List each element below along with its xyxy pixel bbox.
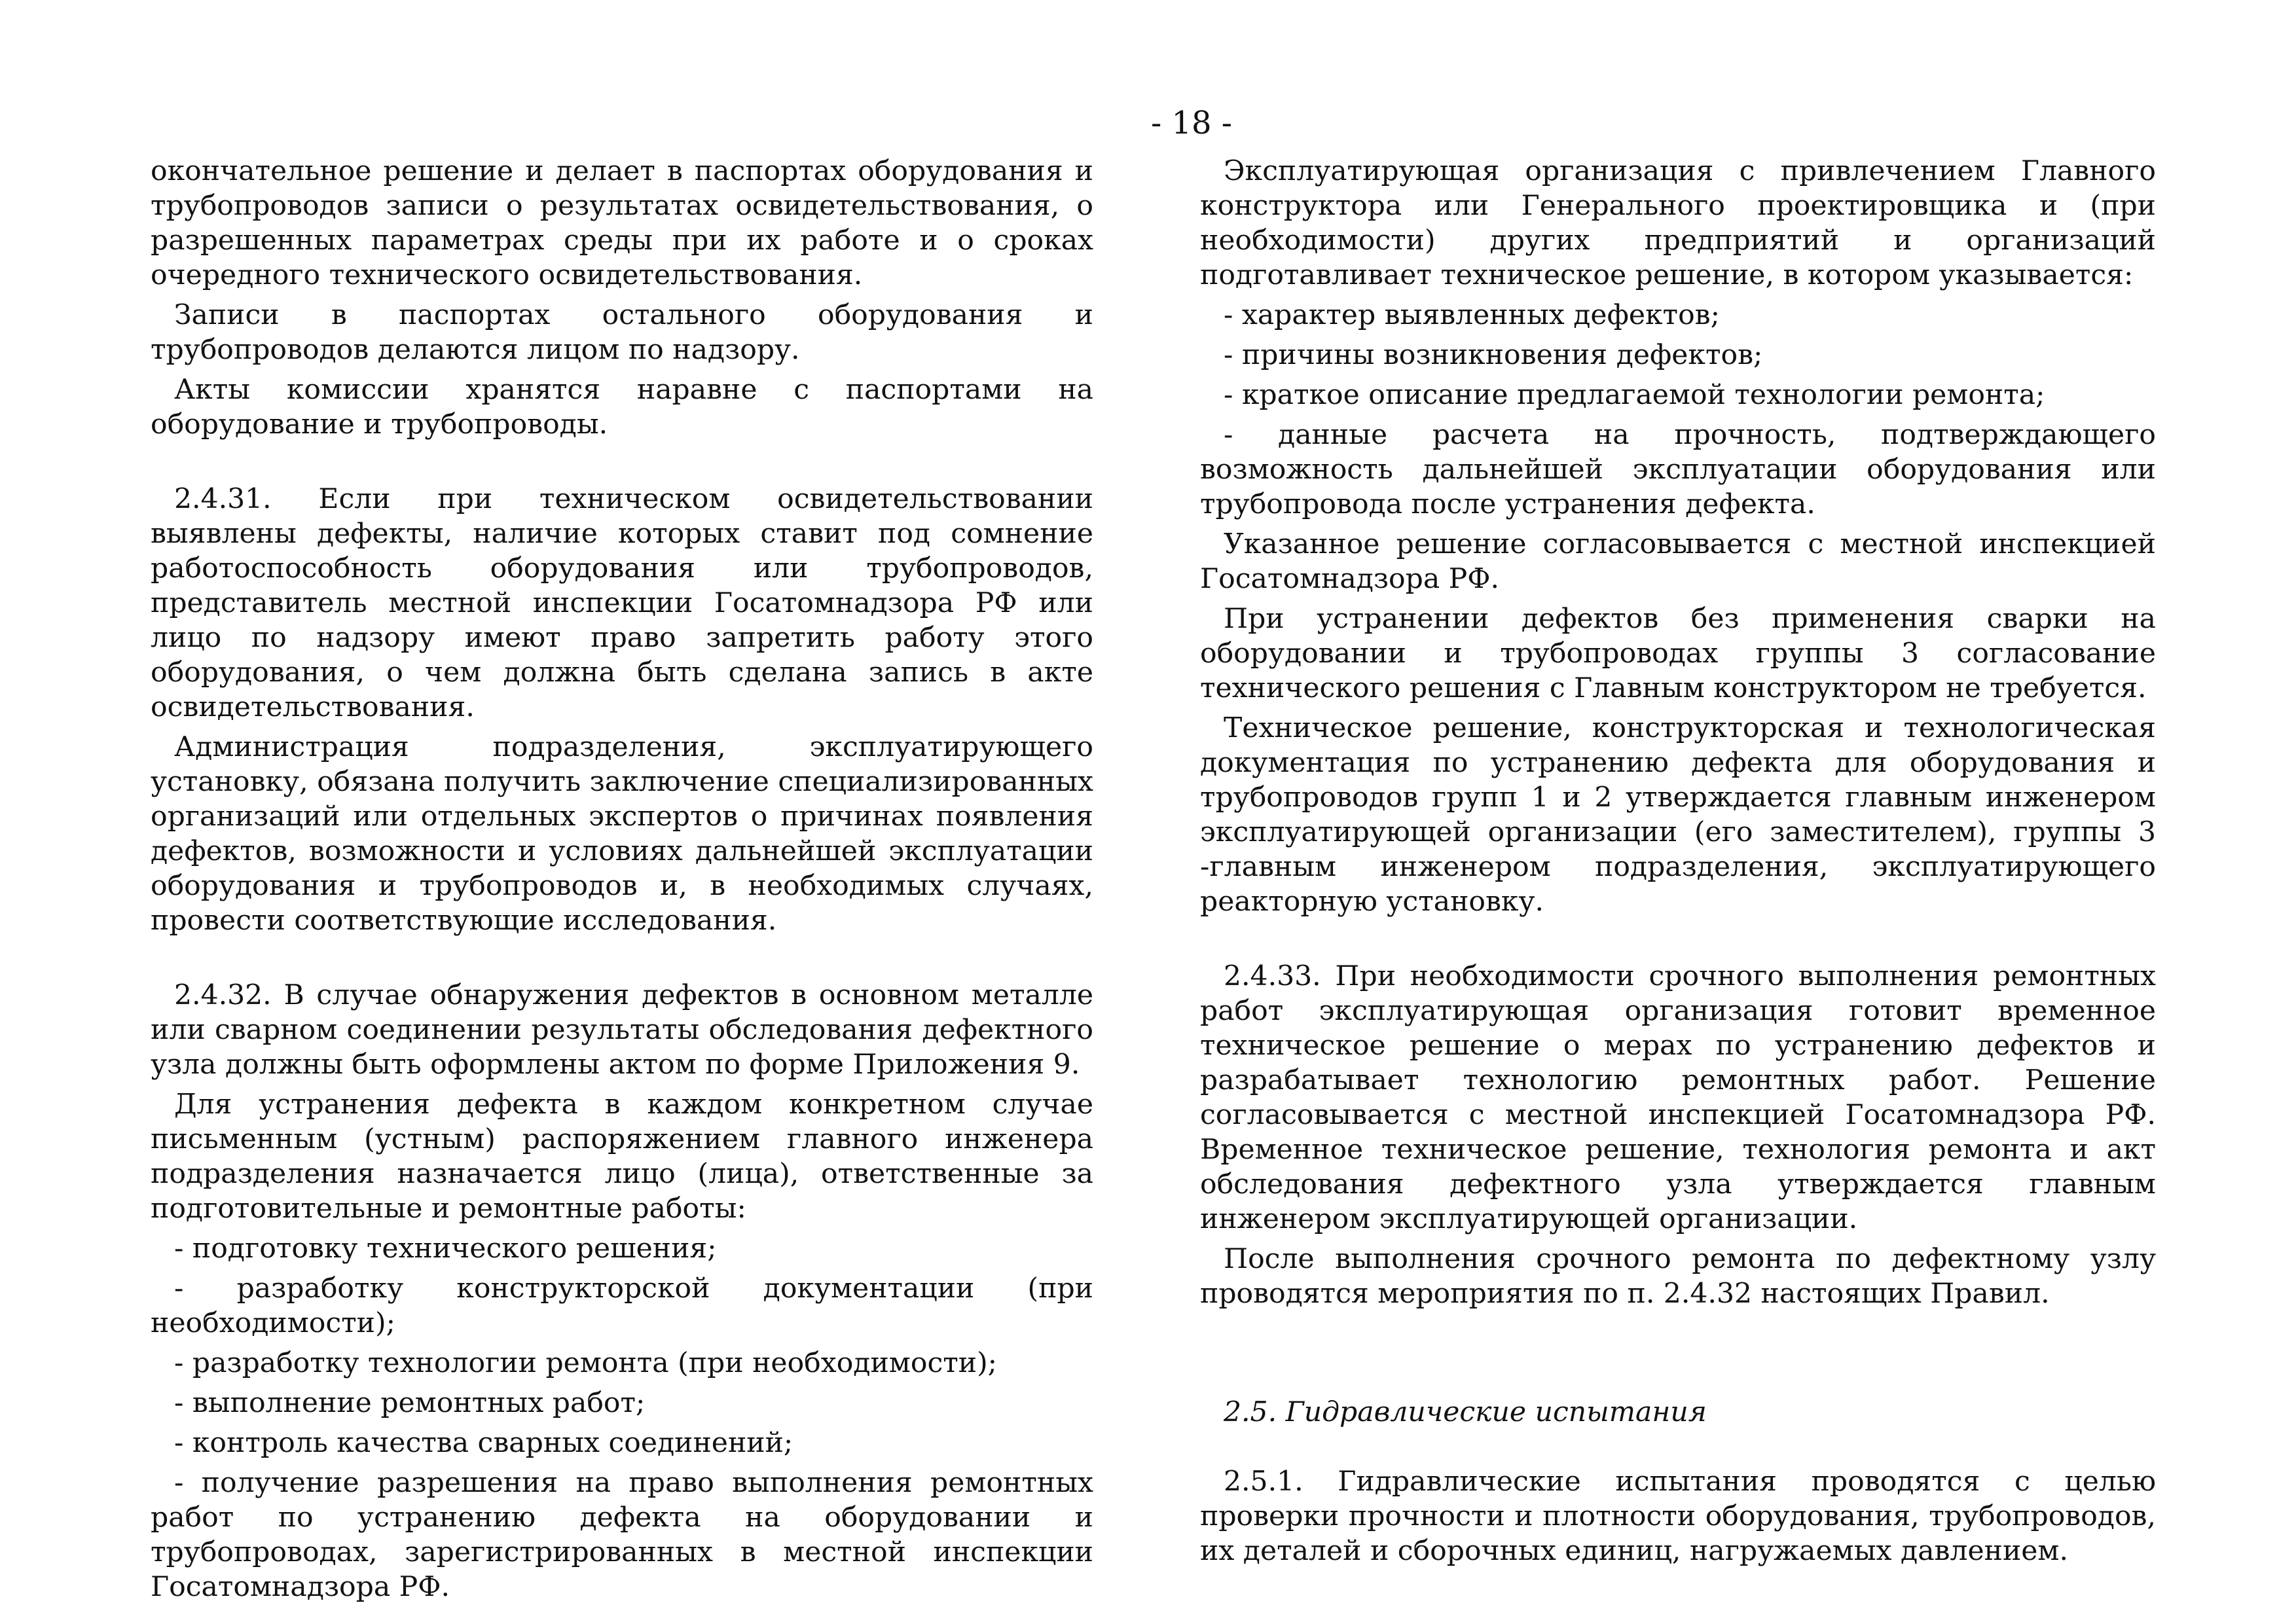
paragraph: Эксплуатирующая организация с привлечением Главного конструктора или Генерального проектировщика и (при необходимости) других предприятий и организаций подготавливает техническое решение, в котором указывается:: [1200, 155, 2156, 291]
paragraph: Для устранения дефекта в каждом конкретном случае письменным (устным) распоряжением главного инженера подразделения назначается лицо (лица), ответственные за подготовительные и ремонтные работы:: [151, 1089, 1093, 1225]
list-item: - данные расчета на прочность, подтверждающего возможность дальнейшей эксплуатации оборудования или трубопровода после устранения дефекта.: [1200, 419, 2156, 520]
section-heading: 2.5. Гидравлические испытания: [1224, 1396, 1707, 1428]
paragraph: Техническое решение, конструкторская и технологическая документация по устранению дефекта для оборудования и трубопроводов групп 1 и 2 утверждается главным инженером эксплуатирующей организации (его заместителем), группы 3 -главным инженером подразделения, эксплуатирующего реакторную установку.: [1200, 712, 2156, 918]
paragraph-2-5-1: 2.5.1. Гидравлические испытания проводятся с целью проверки прочности и плотности оборудования, трубопроводов, их деталей и сборочных единиц, нагружаемых давлением.: [1200, 1466, 2156, 1567]
list-item: - получение разрешения на право выполнения ремонтных работ по устранению дефекта на оборудовании и трубопроводах, зарегистрированных в местной инспекции Госатомнадзора РФ.: [151, 1467, 1093, 1603]
paragraph-2-4-31: 2.4.31. Если при техническом освидетельствовании выявлены дефекты, наличие которых ставит под сомнение работоспособность оборудования или трубопроводов, представитель местной инспекции Госатомнадзора РФ или лицо по надзору имеют право запретить работу этого оборудования, о чем должна быть сделана запись в акте освидетельствования.: [151, 483, 1093, 723]
paragraph-2-4-33: 2.4.33. При необходимости срочного выполнения ремонтных работ эксплуатирующая организация готовит временное техническое решение о мерах по устранению дефектов и разрабатывает технологию ремонтных работ. Решение согласовывается с местной инспекцией Госатомнадзора РФ. Временное техническое решение, технология ремонта и акт обследования дефектного узла утверждается главным инженером эксплуатирующей организации.: [1200, 960, 2156, 1235]
list-item: - контроль качества сварных соединений;: [174, 1427, 793, 1459]
paragraph: При устранении дефектов без применения сварки на оборудовании и трубопроводах группы 3 согласование технического решения с Главным конструктором не требуется.: [1200, 603, 2156, 704]
technical-decision-list: [1200, 298, 2156, 522]
list-item: - характер выявленных дефектов;: [1224, 299, 1720, 331]
paragraph: Акты комиссии хранятся наравне с паспортами на оборудование и трубопроводы.: [151, 374, 1093, 441]
list-item: - краткое описание предлагаемой технологии ремонта;: [1224, 379, 2045, 411]
paragraph: Указанное решение согласовывается с местной инспекцией Госатомнадзора РФ.: [1200, 528, 2156, 595]
list-item: - подготовку технического решения;: [174, 1233, 717, 1265]
list-item: - разработку технологии ремонта (при необходимости);: [174, 1347, 997, 1379]
page-number: - 18 -: [1150, 105, 1233, 141]
paragraph: Администрация подразделения, эксплуатирующего установку, обязана получить заключение специализированных организаций или отдельных экспертов о причинах появления дефектов, возможности и условиях дальнейшей эксплуатации оборудования и трубопроводов и, в необходимых случаях, провести соответствующие исследования.: [151, 731, 1093, 937]
responsibility-list: [151, 1231, 1093, 1604]
paragraph: окончательное решение и делает в паспортах оборудования и трубопроводов записи о результатах освидетельствования, о разрешенных параметрах среды при их работе и о сроках очередного технического освидетельствования.: [151, 155, 1093, 291]
right-column: [1200, 154, 2156, 1574]
list-item: - причины возникновения дефектов;: [1224, 339, 1763, 371]
list-item: - выполнение ремонтных работ;: [174, 1387, 646, 1419]
paragraph-2-4-32: 2.4.32. В случае обнаружения дефектов в основном металле или сварном соединении результаты обследования дефектного узла должны быть оформлены актом по форме Приложения 9.: [151, 979, 1093, 1081]
paragraph: Записи в паспортах остального оборудования и трубопроводов делаются лицом по надзору.: [151, 299, 1093, 366]
left-column: [151, 154, 1093, 1610]
list-item: - разработку конструкторской документации (при необходимости);: [151, 1272, 1093, 1339]
paragraph: После выполнения срочного ремонта по дефектному узлу проводятся мероприятия по п. 2.4.32 настоящих Правил.: [1200, 1243, 2156, 1310]
